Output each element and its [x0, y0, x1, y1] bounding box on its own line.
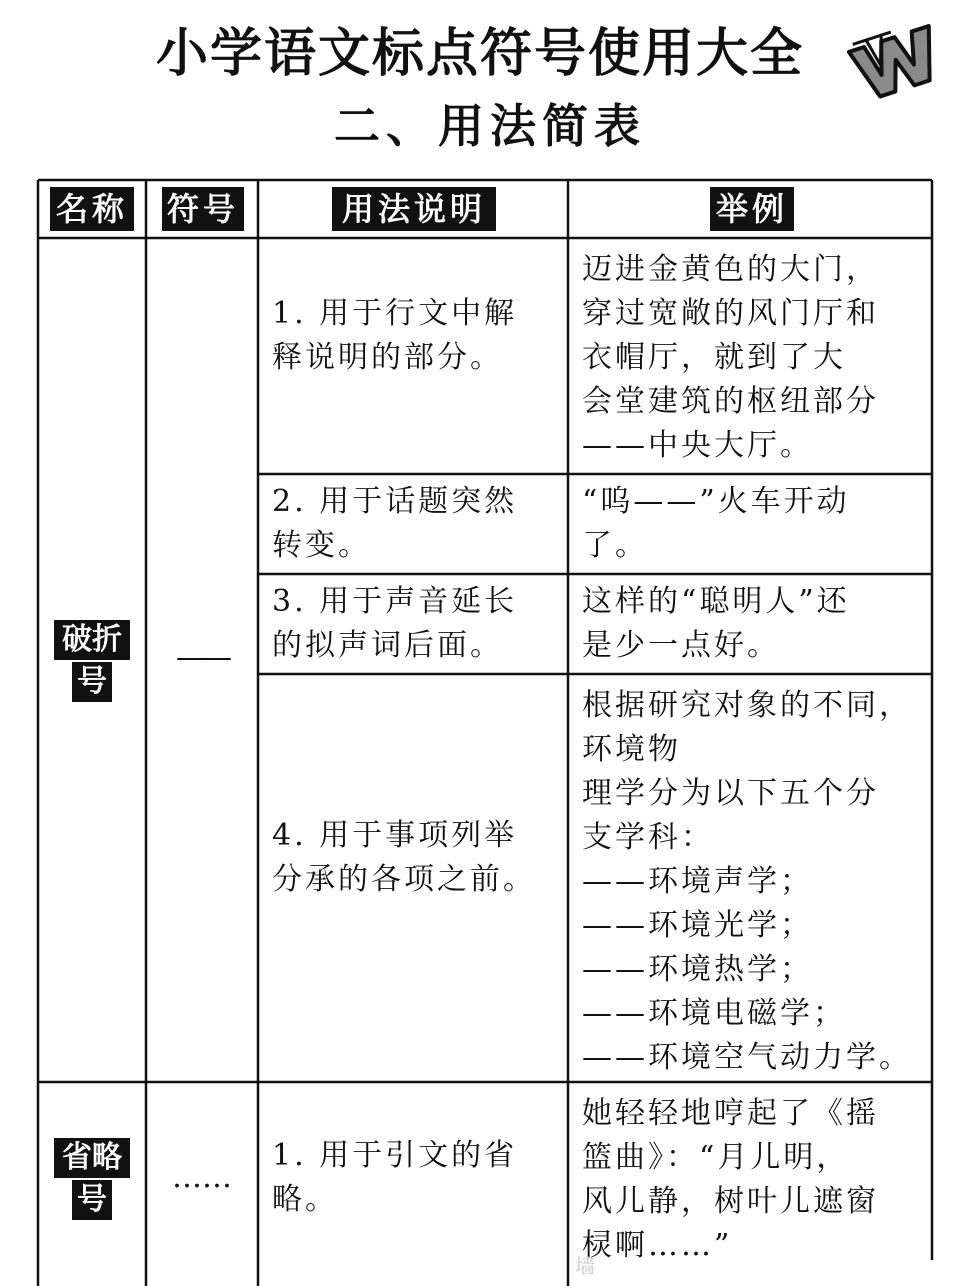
dash-example-1: 迈进金黄色的大门， 穿过宽敞的风门厅和 衣帽厅，就到了大 会堂建筑的枢纽部分 ——中央大厅。 — [582, 252, 879, 463]
ellipsis-name-line2: 号 — [72, 1180, 112, 1220]
dash-usage-3: 3. 用于声音延长 的拟声词后面。 — [272, 584, 518, 663]
ellipsis-example-1: 她轻轻地哼起了《摇 篮曲》：“月儿明， 风儿静，树叶儿遮窗 棂啊……” — [582, 1096, 879, 1263]
dash-usage-4: 4. 用于事项列举 分承的各项之前。 — [272, 818, 536, 897]
page-subtitle: 二、用法简表 — [334, 99, 646, 153]
page-title: 小学语文标点符号使用大全 — [155, 24, 804, 84]
dash-example-4: 根据研究对象的不同， 环境物 理学分为以下五个分 支学科： ——环境声学； ——环境光学； ——环境热学； ——环境电磁学； ——环境空气动力学。 — [582, 688, 912, 1075]
dash-usage-2: 2. 用于话题突然 转变。 — [272, 484, 518, 563]
dash-usage-1: 1. 用于行文中解 释说明的部分。 — [272, 296, 518, 375]
column-header-usage: 用法说明 — [332, 187, 496, 231]
dash-name-line2: 号 — [72, 662, 112, 702]
ellipsis-usage-1: 1. 用于引文的省 略。 — [272, 1138, 518, 1217]
column-header-symbol: 符号 — [162, 187, 244, 231]
column-header-name: 名称 — [50, 187, 134, 231]
dash-name-line1: 破折 — [54, 620, 130, 660]
watermark-text: 墙 — [575, 1254, 595, 1278]
dash-example-3: 这样的“聪明人”还 是少一点好。 — [582, 584, 850, 663]
column-header-example: 举例 — [710, 187, 794, 231]
dash-example-2: “呜——”火车开动 了。 — [582, 484, 850, 563]
dash-symbol: —— — [176, 640, 228, 675]
ellipsis-name-line1: 省略 — [54, 1138, 130, 1178]
ellipsis-symbol: …… — [172, 1160, 232, 1195]
